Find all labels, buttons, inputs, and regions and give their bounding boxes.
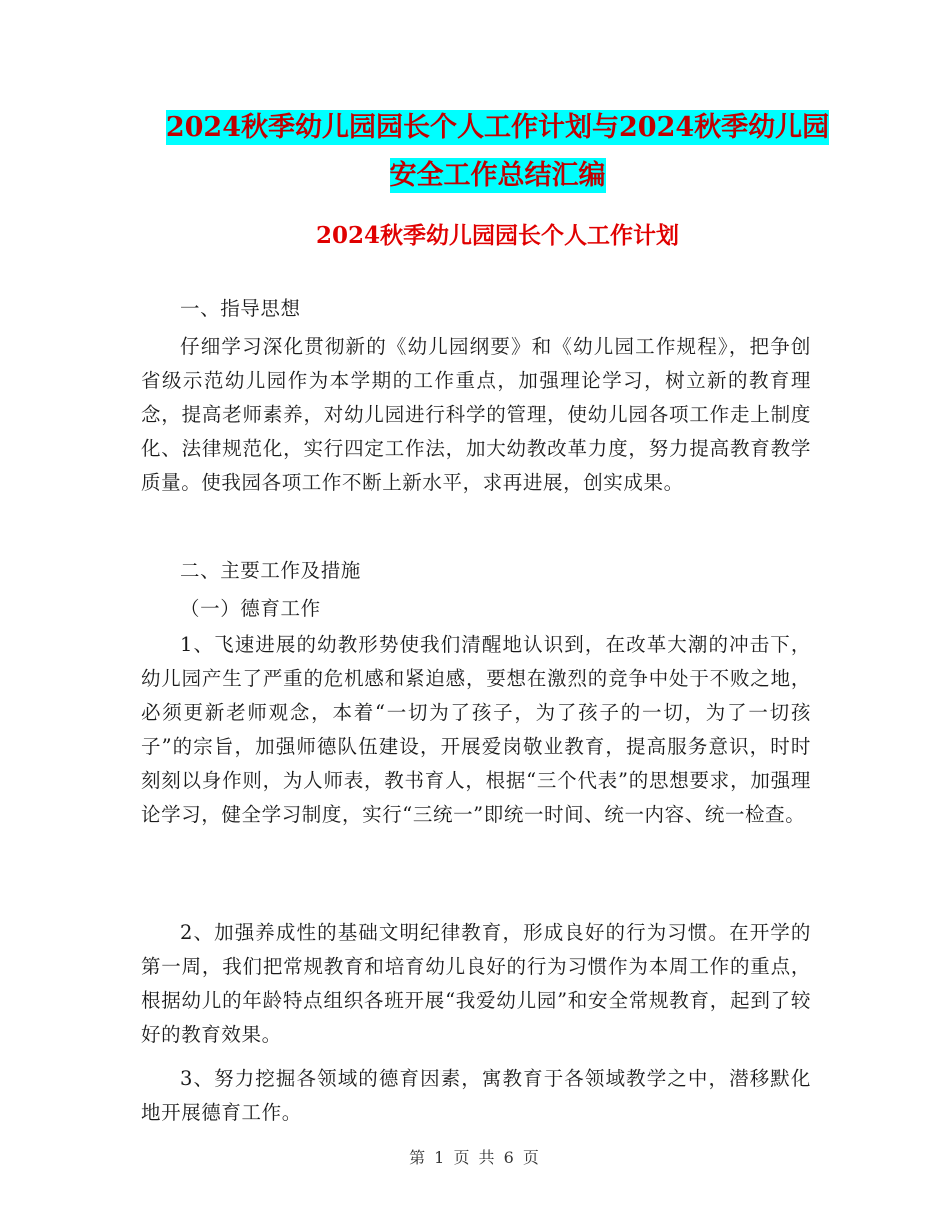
section-title: 2024秋季幼儿园园长个人工作计划 [315, 222, 679, 249]
paragraph-item-1: 1、飞速进展的幼教形势使我们清醒地认识到，在改革大潮的冲击下，幼儿园产生了严重的危机感和紧迫感，要想在激烈的竞争中处于不败之地，必须更新老师观念，本着“一切为了孩子，为了孩子的一切，为了一切孩子”的宗旨，加强师德队伍建设，开展爱岗敬业教育，提高服务意识，时时刻刻以身作则，为人师表，教书育人，根据“三个代表”的思想要求，加强理论学习，健全学习制度，实行“三统一”即统一时间、统一内容、统一检查。 [141, 633, 811, 826]
document-title-line-2: 安全工作总结汇编 [389, 160, 606, 191]
heading-main-work: 二、主要工作及措施 [180, 559, 361, 582]
paragraph-guiding-ideology: 仔细学习深化贯彻新的《幼儿园纲要》和《幼儿园工作规程》，把争创省级示范幼儿园作为本学期的工作重点，加强理论学习，树立新的教育理念，提高老师素养，对幼儿园进行科学的管理，使幼儿园各项工作走上制度化、法律规范化，实行四定工作法，加大幼教改革力度，努力提高教育教学质量。使我园各项工作不断上新水平，求再进展，创实成果。 [141, 335, 811, 494]
heading-moral-education: （一）德育工作 [180, 597, 321, 620]
paragraph-item-2: 2、加强养成性的基础文明纪律教育，形成良好的行为习惯。在开学的第一周，我们把常规教育和培育幼儿良好的行为习惯作为本周工作的重点，根据幼儿的年龄特点组织各班开展“我爱幼儿园”和安全常规教育，起到了较好的教育效果。 [141, 921, 811, 1046]
paragraph-item-3: 3、努力挖掘各领域的德育因素，寓教育于各领域教学之中，潜移默化地开展德育工作。 [141, 1067, 811, 1124]
document-title [100, 104, 895, 200]
heading-guiding-ideology: 一、指导思想 [180, 297, 301, 320]
page-footer: 第 1 页 共 6 页 [409, 1148, 541, 1167]
document-title-line-1: 2024秋季幼儿园园长个人工作计划与2024秋季幼儿园 [165, 112, 830, 143]
